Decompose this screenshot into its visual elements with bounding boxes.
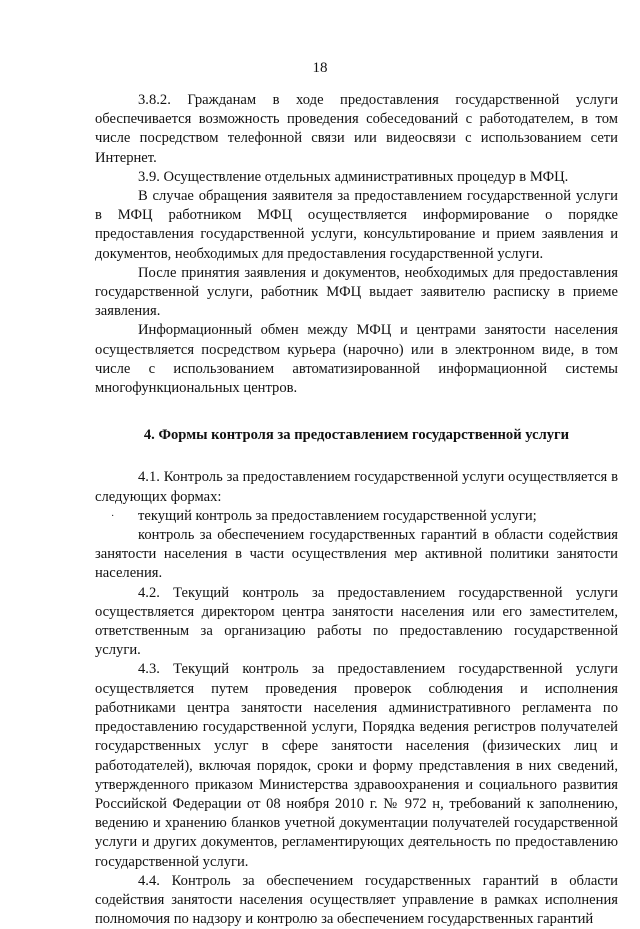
para-4-4: 4.4. Контроль за обеспечением государственных гарантий в области содействия занятости населения осуществляет управление в рамках исполнения полномочия по надзору и контролю за обеспечением государственных гарантий [95, 872, 618, 928]
bullet-current-control [95, 507, 618, 526]
page-body [95, 91, 618, 929]
bullet-mark: · [111, 510, 115, 522]
para-4-1: 4.1. Контроль за предоставлением государственной услуги осуществляется в следующих формах: [95, 469, 618, 505]
para-4-2: 4.2. Текущий контроль за предоставлением государственной услуги осуществляется директором центра занятости населения или его заместителем, ответственным за организацию работы по предоставлению государственной услуги. [95, 584, 618, 659]
para-4-3: 4.3. Текущий контроль за предоставлением государственной услуги осуществляется путем проведения проверок соблюдения и исполнения работниками центра занятости населения административного регламента по предоставлению государственной услуги, Порядка ведения регистров получателей государственных услуг в сфере занятости населения (физических лиц и работодателей), включая порядок, сроки и форму представления в них сведений, утвержденного приказом Министерства здравоохранения и социального развития Российской Федерации от 08 ноября 2010 г. № 972 н, требований к заполнению, ведению и хранению бланков учетной документации получателей государственной услуги и других документов, регламентирующих деятельность по предоставлению государственной услуги. [95, 661, 618, 870]
para-guarantee-control: контроль за обеспечением государственных гарантий в области содействия занятости населения в части осуществления мер активной политики занятости населения. [95, 527, 618, 582]
para-mfc-receipt: После принятия заявления и документов, необходимых для предоставления государственной услуги, работник МФЦ выдает заявителю расписку в приеме заявления. [95, 264, 618, 320]
para-mfc-inform: В случае обращения заявителя за предоставлением государственной услуги в МФЦ работником МФЦ осуществляется информирование о порядке предоставления государственной услуги, консультирование и прием заявления и документов, необходимых для предоставления государственной услуги. [95, 188, 618, 262]
para-mfc-exchange: Информационный обмен между МФЦ и центрами занятости населения осуществляется посредством курьера (нарочно) или в электронном виде, в том числе с использованием автоматизированной информационной системы многофункциональных центров. [95, 322, 618, 397]
page-number: 18 [312, 60, 328, 76]
bullet-text: текущий контроль за предоставлением государственной услуги; [138, 507, 537, 524]
para-3-9: 3.9. Осуществление отдельных административных процедур в МФЦ. [138, 168, 569, 185]
section-4-heading: 4. Формы контроля за предоставлением государственной услуги [143, 427, 570, 444]
para-3-8-2: 3.8.2. Гражданам в ходе предоставления государственной услуги обеспечивается возможность проведения собеседований с работодателем, в том числе посредством телефонной связи или видеосвязи с использованием сети Интернет. [95, 92, 618, 166]
